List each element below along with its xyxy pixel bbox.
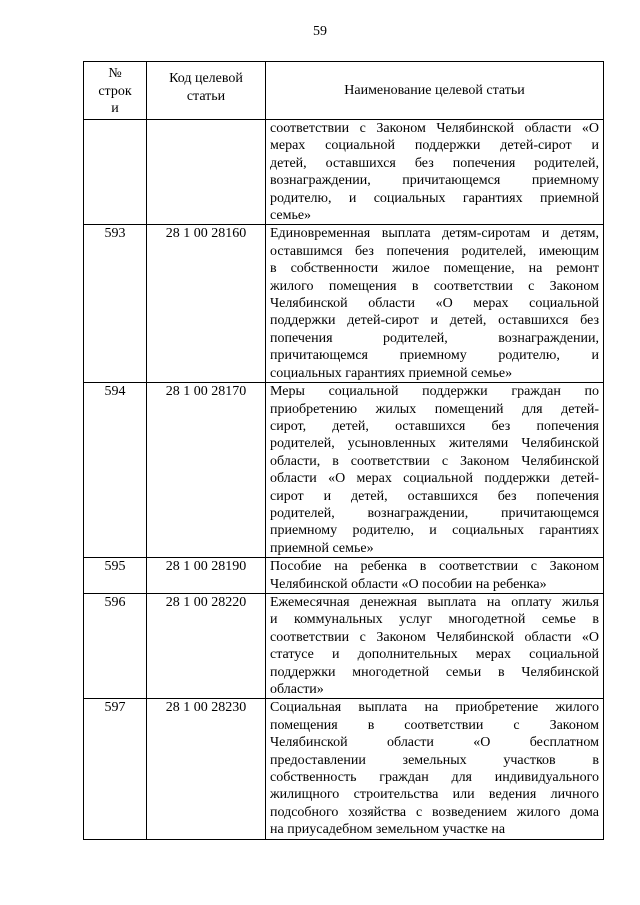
header-target-name (266, 62, 604, 120)
text-line: жилого помещения в соответствии с Законом (270, 278, 599, 294)
text-line: Единовременная выплата детям-сиротам и детям, (270, 226, 599, 242)
row-name-cell (266, 383, 604, 558)
header-target-code-label: Код целевой статьи (169, 71, 243, 104)
header-row-number-label: № строк и (98, 66, 132, 117)
text-line: Меры социальной поддержки граждан по (270, 384, 599, 400)
table-row (84, 699, 604, 839)
text-line: поддержки многодетной семьи в Челябинской (270, 664, 599, 680)
text-line: Социальная выплата на приобретение жилого (270, 700, 599, 716)
row-number-cell: 597 (84, 699, 147, 839)
row-code-cell: 28 1 00 28190 (147, 558, 266, 594)
text-line: Челябинской области «О пособии на ребенка» (270, 576, 547, 592)
row-code-cell: 28 1 00 28230 (147, 699, 266, 839)
row-name-cell (266, 558, 604, 594)
text-line: приобретению жилых помещений для детей- (270, 401, 599, 417)
table-row (84, 383, 604, 558)
text-line: сирот, детей, оставшихся без попечения (270, 418, 599, 434)
text-line: предоставлении земельных участков в (270, 752, 599, 768)
text-line: в собственности жилое помещение, на ремонт (270, 261, 599, 277)
text-line: области» (270, 682, 324, 697)
row-code-cell: 28 1 00 28160 (147, 225, 266, 383)
text-line: поддержки детей-сирот и детей, оставшихся без (270, 313, 599, 329)
text-line: родителей, усыновленных жителями Челябинской (270, 436, 599, 452)
text-line: подсобного хозяйства с возведением жилого дома (270, 804, 599, 820)
text-line: области «О мерах социальной поддержки детей- (270, 471, 599, 487)
text-line: на приусадебном земельном участке на (270, 822, 506, 838)
table-row-continuation (84, 120, 604, 225)
row-code-cell: 28 1 00 28220 (147, 593, 266, 698)
text-line: соответствии с Законом Челябинской области «О (270, 629, 599, 645)
text-line: области, в соответствии с Законом Челябинской (270, 453, 599, 469)
table-row (84, 593, 604, 698)
row-number-cell (84, 120, 147, 225)
row-code-cell (147, 120, 266, 225)
text-line: вознаграждении, причитающемся приемному (270, 173, 599, 189)
text-line: попечения родителей, вознаграждении, (270, 330, 599, 346)
text-line: семье» (270, 208, 312, 224)
text-line: приемному родителю, и социальных гарантиях (270, 523, 599, 539)
row-number-cell: 595 (84, 558, 147, 594)
text-line: жилищного строительства или ведения личного (270, 787, 599, 803)
row-name-cell (266, 225, 604, 383)
text-line: и коммунальных услуг многодетной семье в (270, 612, 599, 628)
header-row-number (84, 62, 147, 120)
table-header-row (84, 62, 604, 120)
table-row (84, 558, 604, 594)
row-name-cell (266, 699, 604, 839)
row-code-cell: 28 1 00 28170 (147, 383, 266, 558)
text-line: Ежемесячная денежная выплата на оплату жилья (270, 594, 599, 610)
row-number-cell: 596 (84, 593, 147, 698)
row-number-cell: 593 (84, 225, 147, 383)
row-number-cell: 594 (84, 383, 147, 558)
text-line: мерах социальной поддержки детей-сирот и (270, 138, 599, 154)
text-line: приемной семье» (270, 540, 374, 556)
text-line: причитающемся приемному родителю, и (270, 348, 599, 364)
text-line: соответствии с Законом Челябинской области «О (270, 121, 599, 136)
table-row (84, 225, 604, 383)
text-line: родителю, и социальных гарантиях приемной (270, 190, 599, 206)
header-target-code (147, 62, 266, 120)
page-number: 59 (313, 24, 327, 39)
text-line: помещения в соответствии с Законом (270, 717, 599, 733)
text-line: детей, оставшихся без попечения родителей, (270, 155, 599, 171)
text-line: Пособие на ребенка в соответствии с Законом (270, 559, 599, 575)
text-line: Челябинской области «О мерах социальной (270, 296, 599, 312)
text-line: сирот и детей, оставшихся без попечения (270, 488, 599, 504)
text-line: собственность граждан для индивидуального (270, 770, 599, 786)
row-name-cell (266, 120, 604, 225)
target-articles-table (83, 61, 604, 840)
text-line: родителей, вознаграждении, причитающемся (270, 505, 599, 521)
text-line: Челябинской области «О бесплатном (270, 735, 599, 751)
text-line: социальных гарантиях приемной семье» (270, 365, 513, 381)
text-line: статусе и дополнительных мерах социальной (270, 647, 599, 663)
row-name-cell (266, 593, 604, 698)
text-line: оставшимся без попечения родителей, имеющим (270, 243, 599, 259)
header-target-name-label: Наименование целевой статьи (344, 83, 525, 99)
